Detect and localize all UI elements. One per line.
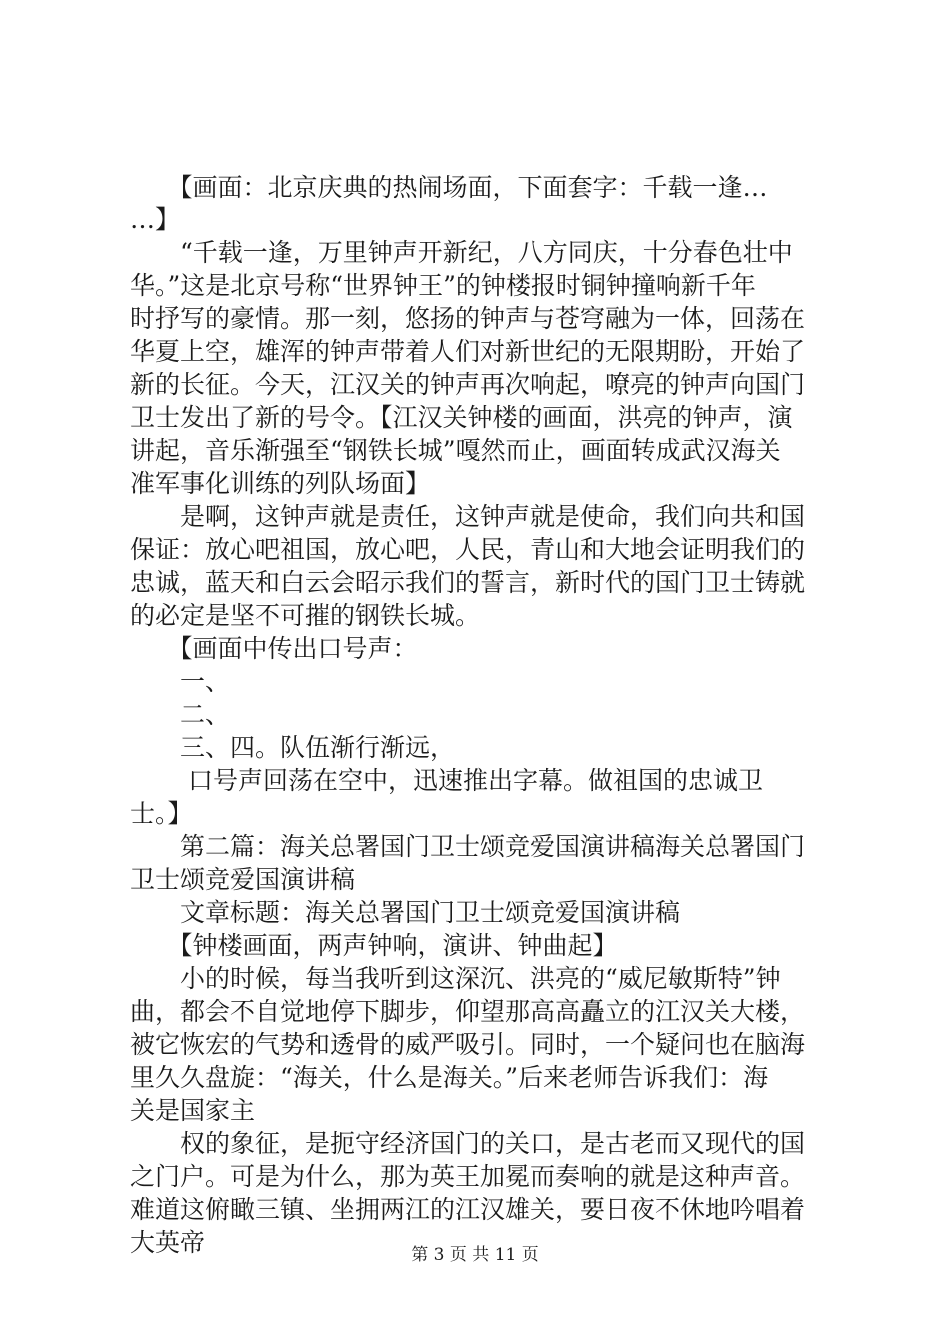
page-number: 第 3 页 共 11 页 xyxy=(411,1245,539,1265)
text-line: 【钟楼画面，两声钟响，演讲、钟曲起】 xyxy=(130,931,618,960)
text-line: 曲，都会不自觉地停下脚步，仰望那高高矗立的江汉关大楼， xyxy=(130,997,806,1026)
text-line: 是啊，这钟声就是责任，这钟声就是使命，我们向共和国 xyxy=(130,502,806,531)
text-line: 大英帝 xyxy=(130,1228,206,1257)
text-line: 忠诚，蓝天和白云会昭示我们的誓言，新时代的国门卫士铸就 xyxy=(130,568,806,597)
text-line: 华夏上空，雄浑的钟声带着人们对新世纪的无限期盼，开始了 xyxy=(130,337,806,366)
text-line: 三、四。队伍渐行渐远， xyxy=(130,733,456,762)
text-line: 讲起，音乐渐强至“钢铁长城”嘎然而止，画面转成武汉海关 xyxy=(130,436,781,465)
text-line: 里久久盘旋：“海关，什么是海关。”后来老师告诉我们：海 xyxy=(130,1063,769,1092)
text-line: 的必定是坚不可摧的钢铁长城。 xyxy=(130,601,481,630)
text-line: 卫士发出了新的号令。【江汉关钟楼的画面，洪亮的钟声，演 xyxy=(130,403,793,432)
text-line: 卫士颂竞爱国演讲稿 xyxy=(130,865,356,894)
text-line: 二、 xyxy=(130,700,231,729)
text-line: 文章标题：海关总署国门卫士颂竞爱国演讲稿 xyxy=(130,898,681,927)
text-line: 保证：放心吧祖国，放心吧，人民，青山和大地会证明我们的 xyxy=(130,535,806,564)
text-line: 小的时候，每当我听到这深沉、洪亮的“威尼敏斯特”钟 xyxy=(130,964,781,993)
text-line: 【画面中传出口号声： xyxy=(130,634,418,663)
text-line: …】 xyxy=(130,205,181,234)
text-line: 【画面：北京庆典的热闹场面，下面套字：千载一逢… xyxy=(130,173,768,202)
text-line: 第二篇：海关总署国门卫士颂竞爱国演讲稿海关总署国门 xyxy=(130,832,806,861)
text-line: 新的长征。今天，江汉关的钟声再次响起，嘹亮的钟声向国门 xyxy=(130,370,806,399)
text-line: 被它恢宏的气势和透骨的威严吸引。同时，一个疑问也在脑海 xyxy=(130,1030,806,1059)
text-line: 一、 xyxy=(130,667,231,696)
text-line: 之门户。可是为什么，那为英王加冕而奏响的就是这种声音。 xyxy=(130,1162,806,1191)
text-line: 士。】 xyxy=(130,799,193,828)
text-line: 权的象征，是扼守经济国门的关口，是古老而又现代的国 xyxy=(130,1129,806,1158)
text-line: 难道这俯瞰三镇、坐拥两江的江汉雄关，要日夜不休地吟唱着 xyxy=(130,1195,806,1224)
text-line: “千载一逢，万里钟声开新纪，八方同庆，十分春色壮中 xyxy=(130,238,793,267)
text-line: 华。”这是北京号称“世界钟王”的钟楼报时铜钟撞响新千年 xyxy=(130,271,756,300)
text-line: 口号声回荡在空中，迅速推出字幕。做祖国的忠诚卫 xyxy=(130,766,763,795)
text-line: 准军事化训练的列队场面】 xyxy=(130,469,431,498)
text-line: 关是国家主 xyxy=(130,1096,256,1125)
text-line: 时抒写的豪情。那一刻，悠扬的钟声与苍穹融为一体，回荡在 xyxy=(130,304,806,333)
